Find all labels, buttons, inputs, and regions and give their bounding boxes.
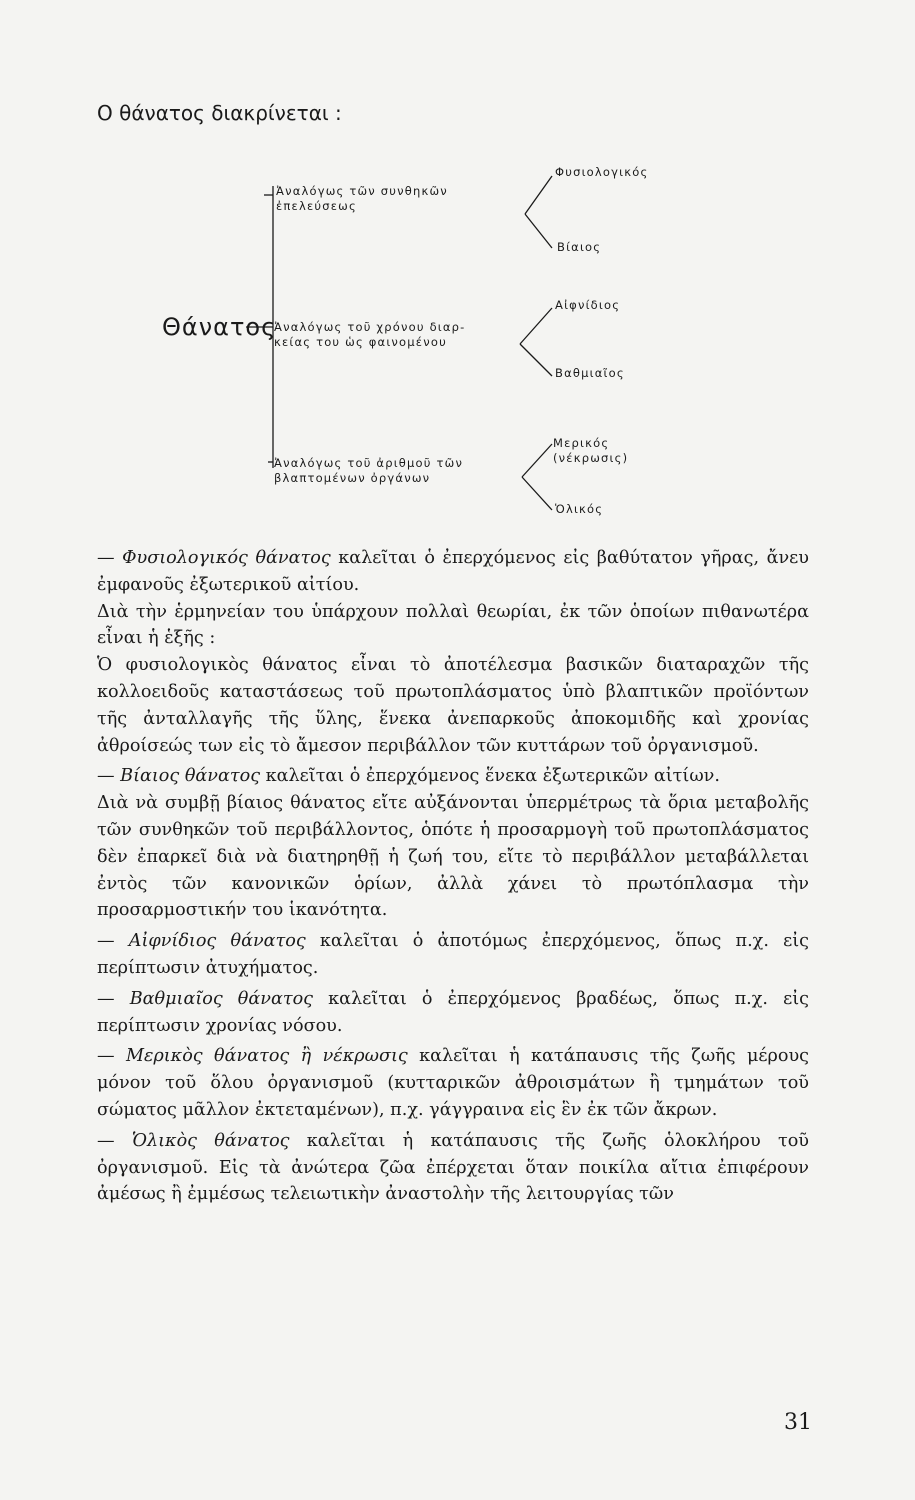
diagram-root-label: Θάνατος [162,313,277,341]
branch-2-fork-up [520,308,552,344]
branch-1-fork-down [525,214,552,248]
text-violent-detail: Διὰ νὰ συμβῇ βίαιος θάνατος εἴτε αὐξάνονται ὑπερμέτρως τὰ ὅρια μεταβολῆς τῶν συνθηκῶν τοῦ περιβάλλοντος, ὁπότε ἡ προσαρμογὴ τοῦ πρωτοπλάσματος δὲν ἐπαρκεῖ διὰ νὰ διατηρηθῇ ἡ ζωή του, εἴτε τὸ περιβάλλον μεταβάλλεται ἐντὸς τῶν κανονικῶν ὁρίων, ἀλλὰ χάνει τὸ πρωτόπλασμα τὴν προσαρμοστικήν του ἱκανότητα. [97,793,809,921]
classification-diagram [0,0,915,530]
branch-2-label [274,320,466,350]
branch-3-leaf-2: Ὁλικός [555,502,604,516]
branch-3-label-line-2: βλαπτομένων ὀργάνων [274,471,431,485]
branch-3-leaf-1: Μερικός (νέκρωσις) [553,436,629,465]
paragraph-partial [97,1043,809,1123]
branch-3-fork-down [522,477,552,510]
branch-3-label [274,456,463,486]
paragraph-total [97,1128,809,1208]
paragraph-gradual [97,986,809,1040]
term-sudden: — Αἰφνίδιος θάνατος [97,931,306,952]
paragraph-sudden [97,928,809,982]
branch-3-label-line-1: Ἀναλόγως τοῦ ἀριθμοῦ τῶν [274,456,464,470]
term-partial: — Μερικὸς θάνατος ἢ νέκρωσις [97,1046,408,1067]
term-gradual: — Βαθμιαῖος θάνατος [97,988,314,1009]
paragraph-violent [97,763,809,790]
text-gradual: καλεῖται ὁ ἐπερχόμενος βραδέως, ὅπως π.χ. εἰς περίπτωσιν χρονίας νόσου. [97,988,810,1036]
text-physiological: καλεῖται ὁ ἐπερχόμενος εἰς βαθύτατον γῆρας, ἄνευ ἐμφανοῦς ἐξωτερικοῦ αἰτίου. [97,548,809,595]
branch-1-fork-up [525,176,552,214]
text-partial: καλεῖται ἡ κατάπαυσις τῆς ζωῆς μέρους μόνον τοῦ ὅλου ὀργανισμοῦ (κυτταρικῶν ἀθροισμάτων ἢ τμημάτων τοῦ σώματος μᾶλλον ἐκτεταμένων), π.χ. γάγγραινα εἰς ἓν ἐκ τῶν ἄκρων. [97,1046,809,1120]
text-sudden: καλεῖται ὁ ἀποτόμως ἐπερχόμενος, ὅπως π.χ. εἰς περίπτωσιν ἀτυχήματος. [97,931,810,978]
text-theory-detail: Ὁ φυσιολογικὸς θάνατος εἶναι τὸ ἀποτέλεσμα βασικῶν διαταραχῶν τῆς κολλοειδοῦς καταστάσεως τοῦ πρωτοπλάσματος ὑπὸ βλαπτικῶν προϊόντων τῆς ἀνταλλαγῆς τῆς ὕλης, ἕνεκα ἀνεπαρκοῦς ἀποκομιδῆς καὶ χρονίας ἀθροίσεώς των εἰς τὸ ἄμεσον περιβάλλον τῶν κυττάρων τοῦ ὀργανισμοῦ. [97,655,809,756]
text-violent: καλεῖται ὁ ἐπερχόμενος ἕνεκα ἐξωτερικῶν αἰτίων. [260,766,720,787]
branch-1-leaf-1: Φυσιολογικός [555,165,649,179]
intro-line: Ο θάνατος διακρίνεται : [97,101,342,125]
term-total: — Ὁλικὸς θάνατος [97,1130,290,1151]
branch-1-label [276,184,448,214]
branch-2-leaf-1: Αἰφνίδιος [555,298,621,312]
paragraph-theory-detail [97,652,809,759]
paragraph-theories [97,599,809,653]
branch-1-label-line-2: ἐπελεύσεως [276,199,357,213]
branch-2-label-line-2: κείας του ὡς φαινομένου [274,335,447,349]
page-number: 31 [784,1410,812,1435]
text-total: καλεῖται ἡ κατάπαυσις τῆς ζωῆς ὁλοκλήρου τοῦ ὀργανισμοῦ. Εἰς τὰ ἀνώτερα ζῶα ἐπέρχεται ὅταν ποικίλα αἴτια ἐπιφέρουν ἀμέσως ἢ ἐμμέσως τελειωτικὴν ἀναστολὴν τῆς λειτουργίας τῶν [97,1130,809,1205]
paragraph-violent-detail [97,790,809,924]
paragraph-physiological [97,545,809,599]
branch-3-fork-up [522,444,552,477]
branch-1-leaf-2: Βίαιος [557,240,602,254]
branch-2-label-line-1: Ἀναλόγως τοῦ χρόνου διαρ- [274,320,466,334]
body-text [97,545,809,1208]
term-violent: — Βίαιος θάνατος [97,766,261,787]
branch-2-fork-down [520,344,552,376]
term-physiological: — Φυσιολογικός θάνατος [97,548,331,568]
branch-2-leaf-2: Βαθμιαῖος [555,366,625,380]
text-theories: Διὰ τὴν ἑρμηνείαν του ὑπάρχουν πολλαὶ θεωρίαι, ἐκ τῶν ὁποίων πιθανωτέρα εἶναι ἡ ἑξῆς : [97,601,809,649]
branch-1-label-line-1: Ἀναλόγως τῶν συνθηκῶν [276,184,448,198]
